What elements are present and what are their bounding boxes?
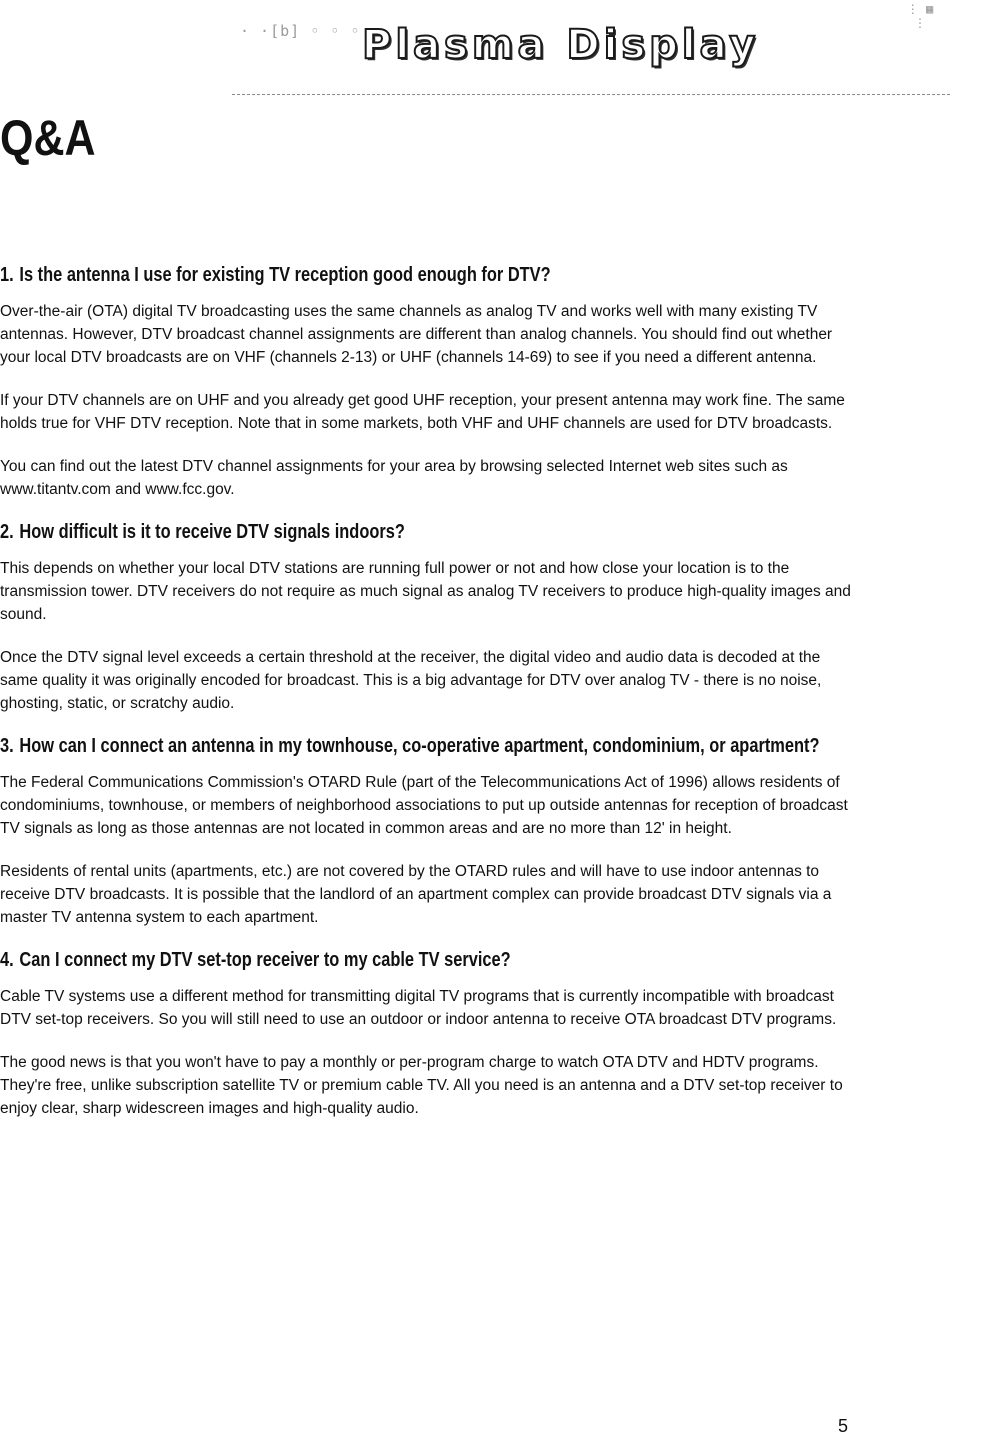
- question-heading: [0, 949, 853, 972]
- answer-paragraph: Once the DTV signal level exceeds a certain threshold at the receiver, the digital video and audio data is decoded at the same quality it was originally encoded for broadcast. This is a big advantage for DTV over analog TV - there is no noise, ghosting, static, or scratchy audio.: [0, 649, 822, 712]
- qa-item-2: [0, 521, 862, 715]
- question-number: 2.: [0, 521, 14, 543]
- answer-paragraph: The Federal Communications Commission's OTARD Rule (part of the Telecommunications Act of 1996) allows residents of condominiums, townhouse, or members of neighborhood associations to put up outside antennas for reception of broadcast TV signals as long as those antennas are not located in common areas and are no more than 12' in height.: [0, 774, 848, 837]
- qa-content: [0, 264, 862, 1140]
- question-number: 4.: [0, 949, 14, 971]
- question-text: How can I connect an antenna in my townhouse, co-operative apartment, condominium, or apartment?: [19, 735, 820, 757]
- answer-paragraph: You can find out the latest DTV channel assignments for your area by browsing selected Internet web sites such as www.titantv.com and www.fcc.gov.: [0, 458, 788, 498]
- question-number: 3.: [0, 735, 14, 757]
- page-number: 5: [838, 1416, 849, 1436]
- answer-paragraph: Over-the-air (OTA) digital TV broadcasting uses the same channels as analog TV and works well with many existing TV antennas. However, DTV broadcast channel assignments are different than analog channels. You should find out whether your local DTV broadcasts are on VHF (channels 2-13) or UHF (channels 14-69) to see if you need a different antenna.: [0, 303, 833, 366]
- header-rule: [232, 94, 950, 95]
- answer-paragraph: If your DTV channels are on UHF and you already get good UHF reception, your present antenna may work fine. The same holds true for VHF DTV reception. Note that in some markets, both VHF and UHF channels are used for DTV broadcasts.: [0, 392, 845, 432]
- question-text: Can I connect my DTV set-top receiver to my cable TV service?: [19, 949, 511, 971]
- answer-paragraph: Residents of rental units (apartments, etc.) are not covered by the OTARD rules and will have to use indoor antennas to receive DTV broadcasts. It is possible that the landlord of an apartment complex can provide broadcast DTV signals via a master TV antenna system to each apartment.: [0, 863, 832, 926]
- page-header: [0, 0, 982, 110]
- question-heading: [0, 735, 853, 758]
- qa-item-4: [0, 949, 862, 1120]
- question-heading: [0, 264, 853, 287]
- qa-item-3: [0, 735, 862, 929]
- answer-paragraph: Cable TV systems use a different method for transmitting digital TV programs that is currently incompatible with broadcast DTV set-top receivers. So you will still need to use an outdoor or indoor antenna to receive OTA broadcast DTV programs.: [0, 988, 837, 1028]
- qa-item-1: [0, 264, 862, 501]
- question-text: How difficult is it to receive DTV signals indoors?: [19, 521, 405, 543]
- question-text: Is the antenna I use for existing TV reception good enough for DTV?: [19, 264, 551, 286]
- answer-paragraph: This depends on whether your local DTV stations are running full power or not and how close your location is to the transmission tower. DTV receivers do not require as much signal as analog TV receivers to produce high-quality images and sound.: [0, 560, 851, 623]
- page-title: Q&A: [0, 110, 96, 166]
- answer-paragraph: The good news is that you won't have to pay a monthly or per-program charge to watch OTA DTV and HDTV programs. They're free, unlike subscription satellite TV or premium cable TV. All you need is an antenna and a DTV set-top receiver to enjoy clear, sharp widescreen images and high-quality audio.: [0, 1054, 843, 1117]
- header-title: Plasma Display: [362, 22, 760, 68]
- header-decoration: · ·[b] ◦ ◦ ◦: [240, 22, 361, 40]
- header-corner-ornament: ⋮ ▦ ⋮: [906, 2, 934, 30]
- question-number: 1.: [0, 264, 14, 286]
- question-heading: [0, 521, 853, 544]
